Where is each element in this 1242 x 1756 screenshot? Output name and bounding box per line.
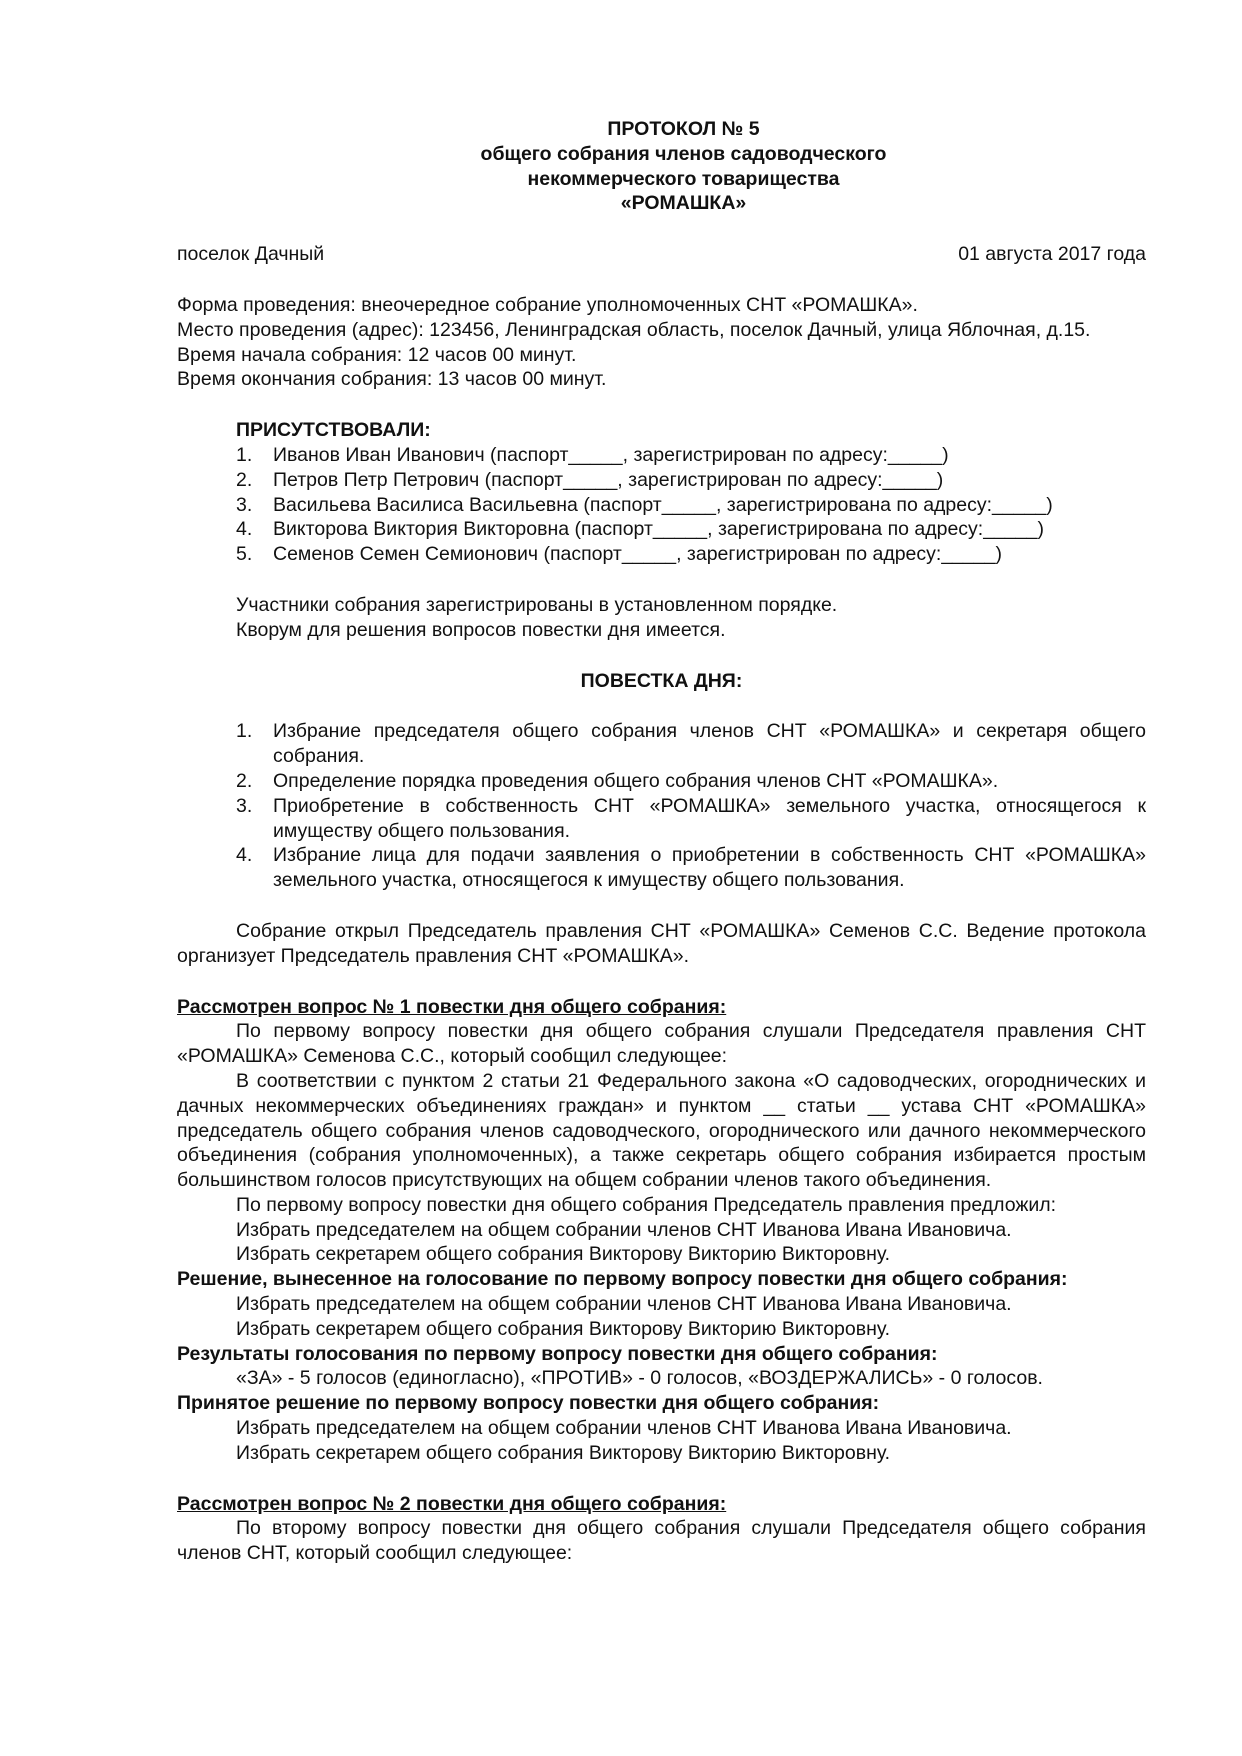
list-item xyxy=(236,794,1146,844)
list-item-number: 3. xyxy=(236,493,253,516)
meeting-location: Место проведения (адрес): 123456, Ленинградская область, поселок Дачный, улица Яблочная, д.15. xyxy=(177,318,1091,341)
question-1-results-heading: Результаты голосования по первому вопросу повестки дня общего собрания: xyxy=(177,1342,938,1365)
question-1-proposal-1: Избрать председателем на общем собрании членов СНТ Иванова Ивана Ивановича. xyxy=(236,1218,1012,1241)
place: поселок Дачный xyxy=(177,243,325,266)
title-line-4: «РОМАШКА» xyxy=(620,192,747,215)
present-section xyxy=(177,418,1146,642)
list-item-number: 5. xyxy=(236,543,253,566)
title-line-1: ПРОТОКОЛ № 5 xyxy=(607,118,760,140)
question-1-law: В соответствии с пунктом 2 статьи 21 Федерального закона «О садоводческих, огороднических и дачных некоммерческих объединениях граждан» и пунктом __ статьи __ устава СНТ «РОМАШКА» председатель общего собрания членов садоводческого, огороднического или дачного некоммерческого объединения (собрания уполномоченных), а также секретарь общего собрания избирается простым большинством голосов присутствующих на общем собрании членов такого объединения. xyxy=(177,1069,1146,1192)
list-item xyxy=(236,843,1146,893)
question-1-decision-1: Избрать председателем на общем собрании членов СНТ Иванова Ивана Ивановича. xyxy=(236,1293,1012,1316)
list-item-text: Определение порядка проведения общего собрания членов СНТ «РОМАШКА». xyxy=(273,769,999,792)
title-line-3: некоммерческого товарищества xyxy=(527,167,840,190)
agenda-list xyxy=(177,719,1146,893)
present-list xyxy=(236,443,1146,567)
list-item-number: 2. xyxy=(236,769,253,792)
list-item-number: 4. xyxy=(236,518,253,541)
question-1-accepted-1: Избрать председателем на общем собрании членов СНТ Иванова Ивана Ивановича. xyxy=(236,1417,1012,1440)
list-item-number: 1. xyxy=(236,443,253,466)
list-item-number: 1. xyxy=(236,720,253,743)
question-1-decision-2: Избрать секретарем общего собрания Викторову Викторию Викторовну. xyxy=(236,1317,891,1340)
question-2-heading: Рассмотрен вопрос № 2 повестки дня общего собрания: xyxy=(177,1492,727,1515)
question-2-heard: По второму вопросу повестки дня общего собрания слушали Председателя общего собрания членов СНТ, который сообщил следующее: xyxy=(177,1517,1146,1565)
list-item-text: Викторова Виктория Викторовна (паспорт_____, зарегистрирована по адресу:_____) xyxy=(273,518,1044,541)
present-heading: ПРИСУТСТВОВАЛИ: xyxy=(236,419,431,442)
question-1-heard: По первому вопросу повестки дня общего собрания слушали Председателя правления СНТ «РОМАШКА» Семенова С.С., который сообщил следующее: xyxy=(177,1020,1146,1068)
list-item-number: 3. xyxy=(236,794,253,817)
list-item-text: Иванов Иван Иванович (паспорт_____, зарегистрирован по адресу:_____) xyxy=(273,443,949,466)
date: 01 августа 2017 года xyxy=(958,243,1146,266)
list-item xyxy=(236,542,1146,567)
list-item-text: Избрание лица для подачи заявления о приобретении в собственность СНТ «РОМАШКА» земельного участка, относящегося к имуществу общего пользования. xyxy=(273,844,1146,892)
registration-note: Участники собрания зарегистрированы в установленном порядке. xyxy=(236,593,838,616)
list-item-number: 4. xyxy=(236,844,253,867)
question-1-proposed: По первому вопросу повестки дня общего собрания Председатель правления предложил: xyxy=(236,1193,1057,1216)
question-1-results: «ЗА» - 5 голосов (единогласно), «ПРОТИВ» - 0 голосов, «ВОЗДЕРЖАЛИСЬ» - 0 голосов. xyxy=(236,1367,1043,1390)
list-item xyxy=(236,443,1146,468)
list-item xyxy=(236,493,1146,518)
list-item-text: Петров Петр Петрович (паспорт_____, зарегистрирован по адресу:_____) xyxy=(273,468,944,491)
list-item-number: 2. xyxy=(236,468,253,491)
question-1-section xyxy=(177,995,1146,1466)
quorum-note: Кворум для решения вопросов повестки дня имеется. xyxy=(236,618,726,641)
agenda-heading: ПОВЕСТКА ДНЯ: xyxy=(580,669,743,692)
question-1-proposal-2: Избрать секретарем общего собрания Викторову Викторию Викторовну. xyxy=(236,1243,891,1266)
meeting-details xyxy=(177,293,1146,392)
list-item-text: Избрание председателя общего собрания членов СНТ «РОМАШКА» и секретаря общего собрания. xyxy=(273,720,1146,768)
list-item xyxy=(236,517,1146,542)
question-2-section xyxy=(177,1492,1146,1566)
meeting-end-time: Время окончания собрания: 13 часов 00 минут. xyxy=(177,368,607,391)
meeting-start-time: Время начала собрания: 12 часов 00 минут. xyxy=(177,343,577,366)
question-1-accepted-heading: Принятое решение по первому вопросу повестки дня общего собрания: xyxy=(177,1392,880,1415)
list-item-text: Приобретение в собственность СНТ «РОМАШКА» земельного участка, относящегося к имуществу общего пользования. xyxy=(273,794,1146,842)
meeting-opened-paragraph: Собрание открыл Председатель правления СНТ «РОМАШКА» Семенов С.С. Ведение протокола организует Председатель правления СНТ «РОМАШКА». xyxy=(177,919,1146,967)
document-title xyxy=(221,117,1146,216)
list-item xyxy=(236,719,1146,769)
list-item-text: Семенов Семен Семионович (паспорт_____, зарегистрирован по адресу:_____) xyxy=(273,543,1003,566)
question-1-decision-heading: Решение, вынесенное на голосование по первому вопросу повестки дня общего собрания: xyxy=(177,1268,1068,1291)
list-item xyxy=(236,769,1146,794)
place-date-row xyxy=(177,242,1146,267)
question-1-heading: Рассмотрен вопрос № 1 повестки дня общего собрания: xyxy=(177,995,727,1018)
meeting-form: Форма проведения: внеочередное собрание уполномоченных СНТ «РОМАШКА». xyxy=(177,293,918,316)
title-line-2: общего собрания членов садоводческого xyxy=(480,142,887,165)
list-item-text: Васильева Василиса Васильевна (паспорт_____, зарегистрирована по адресу:_____) xyxy=(273,493,1053,516)
question-1-accepted-2: Избрать секретарем общего собрания Викторову Викторию Викторовну. xyxy=(236,1441,891,1464)
list-item xyxy=(236,468,1146,493)
